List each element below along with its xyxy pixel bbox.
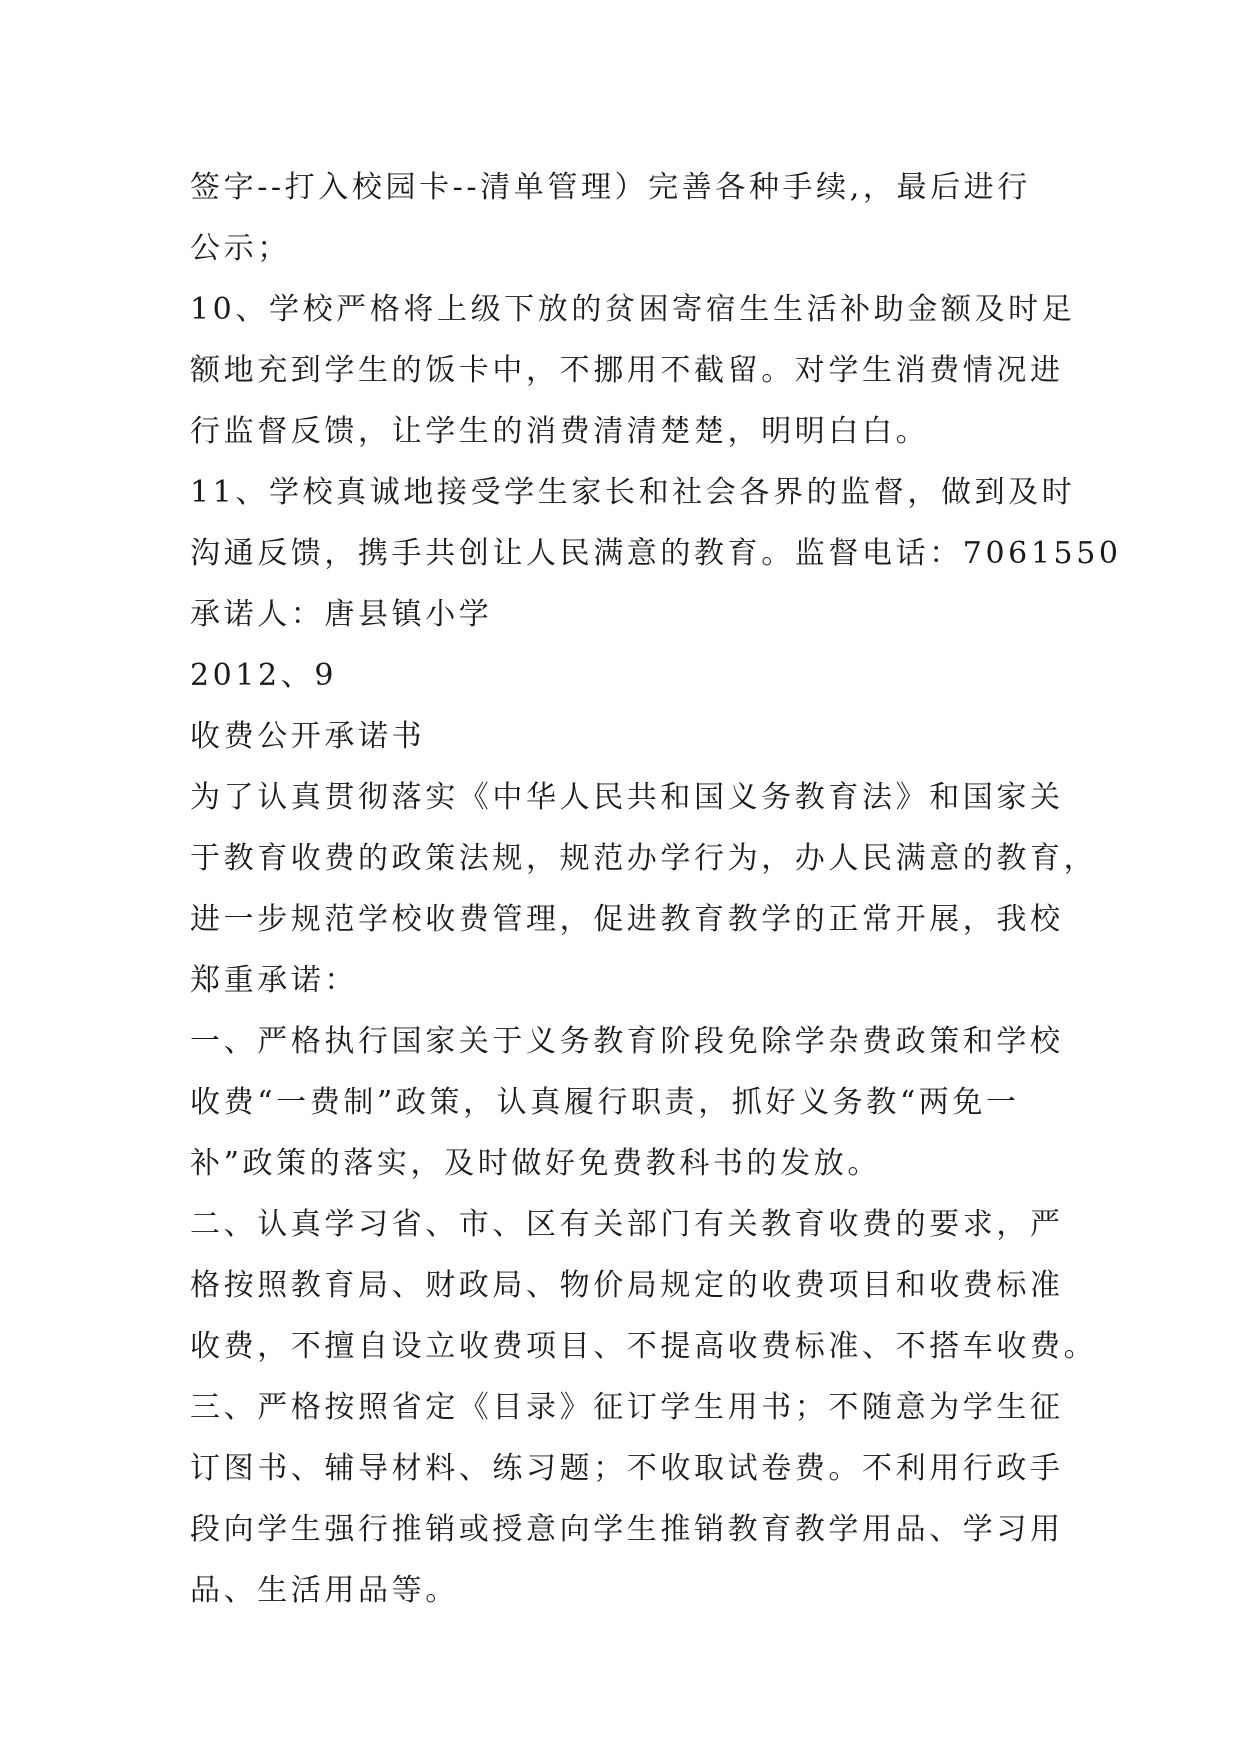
date-line: 2012、9 — [190, 658, 338, 693]
text-line: 进一步规范学校收费管理，促进教育教学的正常开展，我校 — [190, 902, 1064, 937]
body-text — [190, 157, 1122, 1621]
text-line: 10、学校严格将上级下放的贫困寄宿生生活补助金额及时足 — [190, 292, 1076, 327]
text-line: 三、严格按照省定《目录》征订学生用书；不随意为学生征 — [190, 1390, 1064, 1425]
text-line: 公示； — [190, 231, 291, 266]
text-line: 为了认真贯彻落实《中华人民共和国义务教育法》和国家关 — [190, 780, 1064, 815]
section-title: 收费公开承诺书 — [190, 719, 426, 754]
text-line: 签字--打入校园卡--清单管理）完善各种手续,，最后进行 — [190, 170, 1031, 205]
text-line: 补”政策的落实，及时做好免费教科书的发放。 — [190, 1146, 881, 1181]
signatory-line: 承诺人：唐县镇小学 — [190, 597, 493, 632]
text-line: 郑重承诺： — [190, 963, 358, 998]
text-line: 品、生活用品等。 — [190, 1573, 459, 1608]
text-line: 11、学校真诚地接受学生家长和社会各界的监督，做到及时 — [190, 475, 1076, 510]
text-line: 额地充到学生的饭卡中，不挪用不截留。对学生消费情况进 — [190, 353, 1064, 388]
text-line: 收费，不擅自设立收费项目、不提高收费标准、不搭车收费。 — [190, 1329, 1098, 1364]
text-line: 订图书、辅导材料、练习题；不收取试卷费。不利用行政手 — [190, 1451, 1064, 1486]
text-line: 格按照教育局、财政局、物价局规定的收费项目和收费标准 — [190, 1268, 1064, 1303]
text-line: 沟通反馈，携手共创让人民满意的教育。监督电话：7061550 — [190, 536, 1122, 571]
text-line: 一、严格执行国家关于义务教育阶段免除学杂费政策和学校 — [190, 1024, 1064, 1059]
text-line: 二、认真学习省、市、区有关部门有关教育收费的要求，严 — [190, 1207, 1064, 1242]
text-line: 段向学生强行推销或授意向学生推销教育教学用品、学习用 — [190, 1512, 1064, 1547]
text-line: 于教育收费的政策法规，规范办学行为，办人民满意的教育， — [190, 841, 1098, 876]
text-line: 行监督反馈，让学生的消费清清楚楚，明明白白。 — [190, 414, 930, 449]
text-line: 收费“一费制”政策，认真履行职责，抓好义务教“两免一 — [190, 1085, 1020, 1120]
